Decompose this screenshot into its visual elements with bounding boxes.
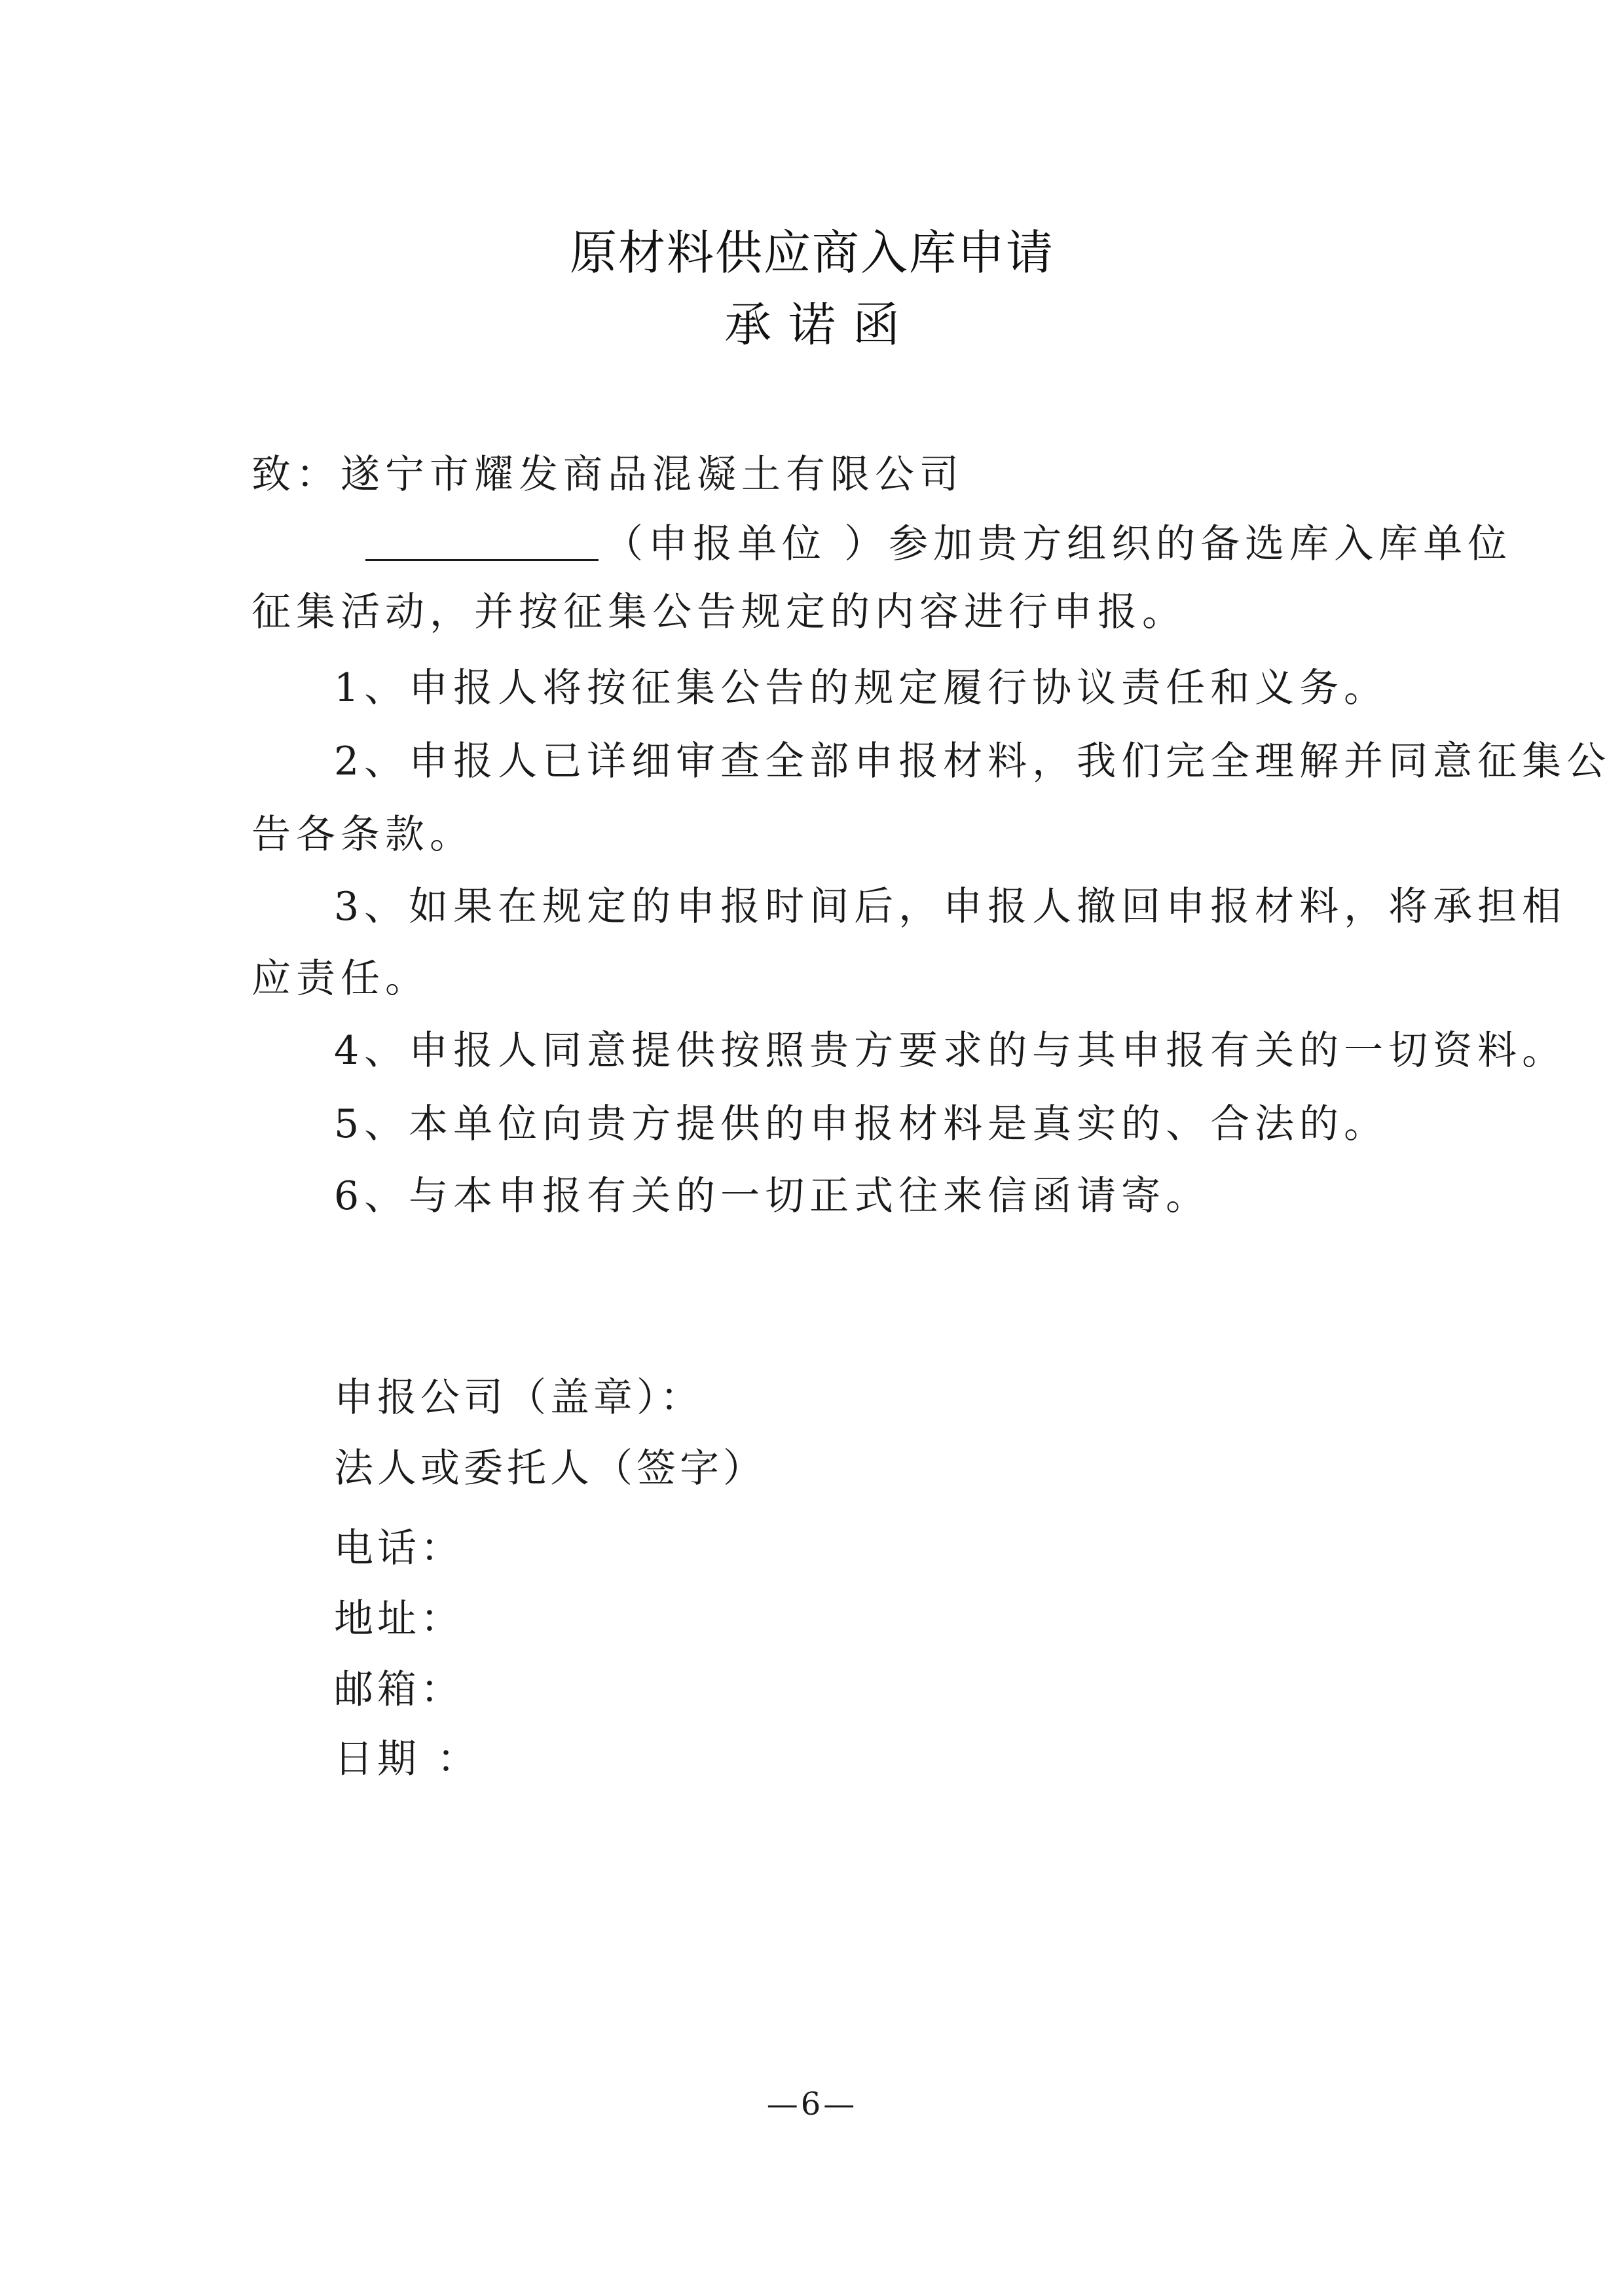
clause-6: 6、与本申报有关的一切正式往来信函请寄。: [334, 1173, 1211, 1219]
intro-line-1: [365, 521, 1564, 567]
signature-representative: 法人或委托人（签字）: [334, 1446, 766, 1491]
signature-address: 地址：: [334, 1596, 464, 1642]
intro-line-1-text: （申报单位 ）参加贵方组织的备选库入库单位: [604, 521, 1513, 567]
page-number: —6—: [766, 2086, 858, 2123]
document-subtitle: 承诺函: [724, 297, 917, 352]
clause-2-line-2: 告各条款。: [251, 812, 474, 858]
applicant-name-blank: [365, 521, 599, 561]
intro-line-2: 征集活动，并按征集公告规定的内容进行申报。: [251, 589, 1187, 635]
signature-email: 邮箱：: [334, 1667, 464, 1713]
clause-3-line-2: 应责任。: [251, 956, 430, 1002]
clause-2-line-1: 2、申报人已详细审查全部申报材料，我们完全理解并同意征集公: [334, 738, 1612, 784]
document-title: 原材料供应商入库申请: [569, 225, 1054, 280]
clause-1: 1、申报人将按征集公告的规定履行协议责任和义务。: [334, 665, 1389, 711]
clause-5: 5、本单位向贵方提供的申报材料是真实的、合法的。: [334, 1101, 1389, 1147]
addressee-line: 致：遂宁市耀发商品混凝土有限公司: [251, 452, 964, 498]
clause-3-line-1: 3、如果在规定的申报时间后，申报人撤回申报材料，将承担相: [334, 884, 1567, 930]
clause-4: 4、申报人同意提供按照贵方要求的与其申报有关的一切资料。: [334, 1028, 1567, 1074]
signature-date: 日期 ：: [334, 1736, 481, 1782]
signature-company: 申报公司（盖章）：: [334, 1375, 703, 1421]
signature-phone: 电话：: [334, 1525, 464, 1571]
